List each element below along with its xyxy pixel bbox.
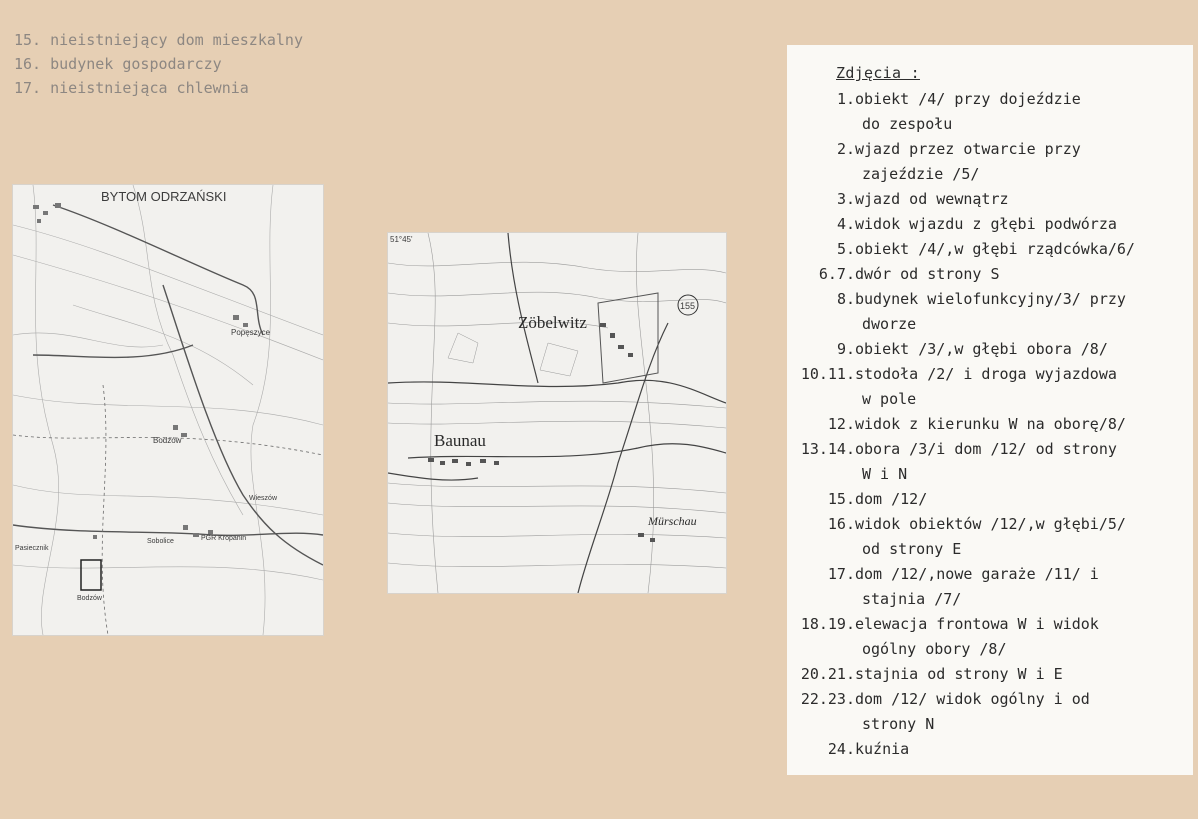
photo-entry-number: 8.: [836, 290, 855, 308]
legend-item: 16. budynek gospodarczy: [14, 55, 222, 73]
photo-entry: [787, 437, 1193, 462]
map-right-label: Mürschau: [648, 514, 697, 528]
photo-entry-text: elewacja frontowa W i widok: [855, 615, 1099, 633]
photos-entries: [787, 87, 1193, 762]
photo-entry-text: strony N: [862, 715, 935, 733]
photo-entry-text: do zespołu: [862, 115, 953, 133]
photo-entry-text: budynek wielofunkcyjny/3/ przy: [855, 290, 1126, 308]
photo-entry: [787, 737, 1193, 762]
photo-entry-number: 1.: [836, 90, 855, 108]
photo-entry: [787, 237, 1193, 262]
photo-entry: [787, 112, 1193, 137]
map-right-label: Zöbelwitz: [518, 313, 587, 332]
legend: [14, 28, 303, 100]
photo-entry-number: 17.: [827, 565, 855, 583]
photo-entry-number: 15.: [827, 490, 855, 508]
map-left-label: Pasiecznik: [15, 545, 49, 552]
photo-entry: [787, 212, 1193, 237]
photo-entry: [787, 387, 1193, 412]
photo-entry-number: 24.: [827, 740, 855, 758]
map-left-label: PGR Kropanin: [201, 535, 247, 542]
photo-entry-text: widok z kierunku W na oborę/8/: [855, 415, 1126, 433]
photos-list-card: [787, 45, 1193, 775]
photo-entry-text: stajnia od strony W i E: [855, 665, 1063, 683]
map-bytom-odrzanski: [13, 185, 323, 635]
photo-entry-number: 9.: [836, 340, 855, 358]
photo-entry-text: obiekt /4/,w głębi rządcówka/6/: [855, 240, 1135, 258]
photo-entry-number: 6.7.: [818, 265, 855, 283]
photo-entry-text: obiekt /3/,w głębi obora /8/: [855, 340, 1108, 358]
photo-entry-text: stodoła /2/ i droga wyjazdowa: [855, 365, 1117, 383]
photo-entry-text: dwór od strony S: [855, 265, 1000, 283]
photo-entry: [787, 287, 1193, 312]
photo-entry: [787, 562, 1193, 587]
map-left-label: Popęszyce: [231, 328, 271, 337]
map-left-label: Wieszów: [249, 495, 278, 502]
photo-entry-number: 5.: [836, 240, 855, 258]
photo-entry: [787, 137, 1193, 162]
photo-entry: [787, 487, 1193, 512]
photo-entry-text: ogólny obory /8/: [862, 640, 1007, 658]
photo-entry: [787, 662, 1193, 687]
map-left-graphic: [13, 185, 323, 635]
photo-entry-text: widok obiektów /12/,w głębi/5/: [855, 515, 1126, 533]
photo-entry-text: dom /12/ widok ogólny i od: [855, 690, 1090, 708]
map-left-label: Sobolice: [147, 538, 174, 545]
photo-entry-text: obiekt /4/ przy dojeździe: [855, 90, 1081, 108]
photo-entry-number: 18.19.: [800, 615, 855, 633]
photo-entry-text: widok wjazdu z głębi podwórza: [855, 215, 1117, 233]
photo-entry: [787, 612, 1193, 637]
photo-entry-text: dom /12/: [855, 490, 928, 508]
photo-entry-text: dom /12/,nowe garaże /11/ i: [855, 565, 1099, 583]
photos-title: Zdjęcia :: [836, 64, 920, 82]
photo-entry: [787, 87, 1193, 112]
photo-entry-text: zajeździe /5/: [862, 165, 980, 183]
photo-entry: [787, 462, 1193, 487]
photo-entry-text: W i N: [862, 465, 908, 483]
photo-entry: [787, 587, 1193, 612]
photo-entry: [787, 262, 1193, 287]
map-right-label: Baunau: [434, 431, 486, 450]
photo-entry-number: 22.23.: [800, 690, 855, 708]
photo-entry: [787, 362, 1193, 387]
legend-item: 17. nieistniejąca chlewnia: [14, 79, 249, 97]
map-left-label: Bodzów: [153, 436, 182, 445]
legend-item: 15. nieistniejący dom mieszkalny: [14, 31, 303, 49]
photo-entry-number: 4.: [836, 215, 855, 233]
photo-entry-number: 12.: [827, 415, 855, 433]
photo-entry: [787, 712, 1193, 737]
map-left-label: Bodzów: [77, 595, 102, 602]
photo-entry-text: wjazd przez otwarcie przy: [855, 140, 1081, 158]
map-right-badge: 155: [680, 301, 696, 311]
photo-entry: [787, 537, 1193, 562]
photo-entry-text: obora /3/i dom /12/ od strony: [855, 440, 1117, 458]
photo-entry-text: stajnia /7/: [862, 590, 962, 608]
photo-entry: [787, 187, 1193, 212]
photo-entry-text: od strony E: [862, 540, 962, 558]
photo-entry-number: 13.14.: [800, 440, 855, 458]
map-right-graphic: [388, 233, 726, 593]
photo-entry-text: kuźnia: [855, 740, 910, 758]
map-zobelwitz: [388, 233, 726, 593]
photo-entry-text: wjazd od wewnątrz: [855, 190, 1009, 208]
photo-entry: [787, 337, 1193, 362]
map-left-title: BYTOM ODRZAŃSKI: [101, 189, 227, 204]
photo-entry: [787, 512, 1193, 537]
photo-entry: [787, 162, 1193, 187]
photo-entry-number: 16.: [827, 515, 855, 533]
photo-entry: [787, 312, 1193, 337]
photo-entry-number: 2.: [836, 140, 855, 158]
photo-entry-number: 10.11.: [800, 365, 855, 383]
photo-entry: [787, 412, 1193, 437]
photo-entry: [787, 637, 1193, 662]
map-right-corner-coordinate: 51°45': [390, 235, 413, 244]
photo-entry-text: dworze: [862, 315, 917, 333]
photo-entry-number: 20.21.: [800, 665, 855, 683]
photo-entry-number: 3.: [836, 190, 855, 208]
photo-entry-text: w pole: [862, 390, 917, 408]
photo-entry: [787, 687, 1193, 712]
